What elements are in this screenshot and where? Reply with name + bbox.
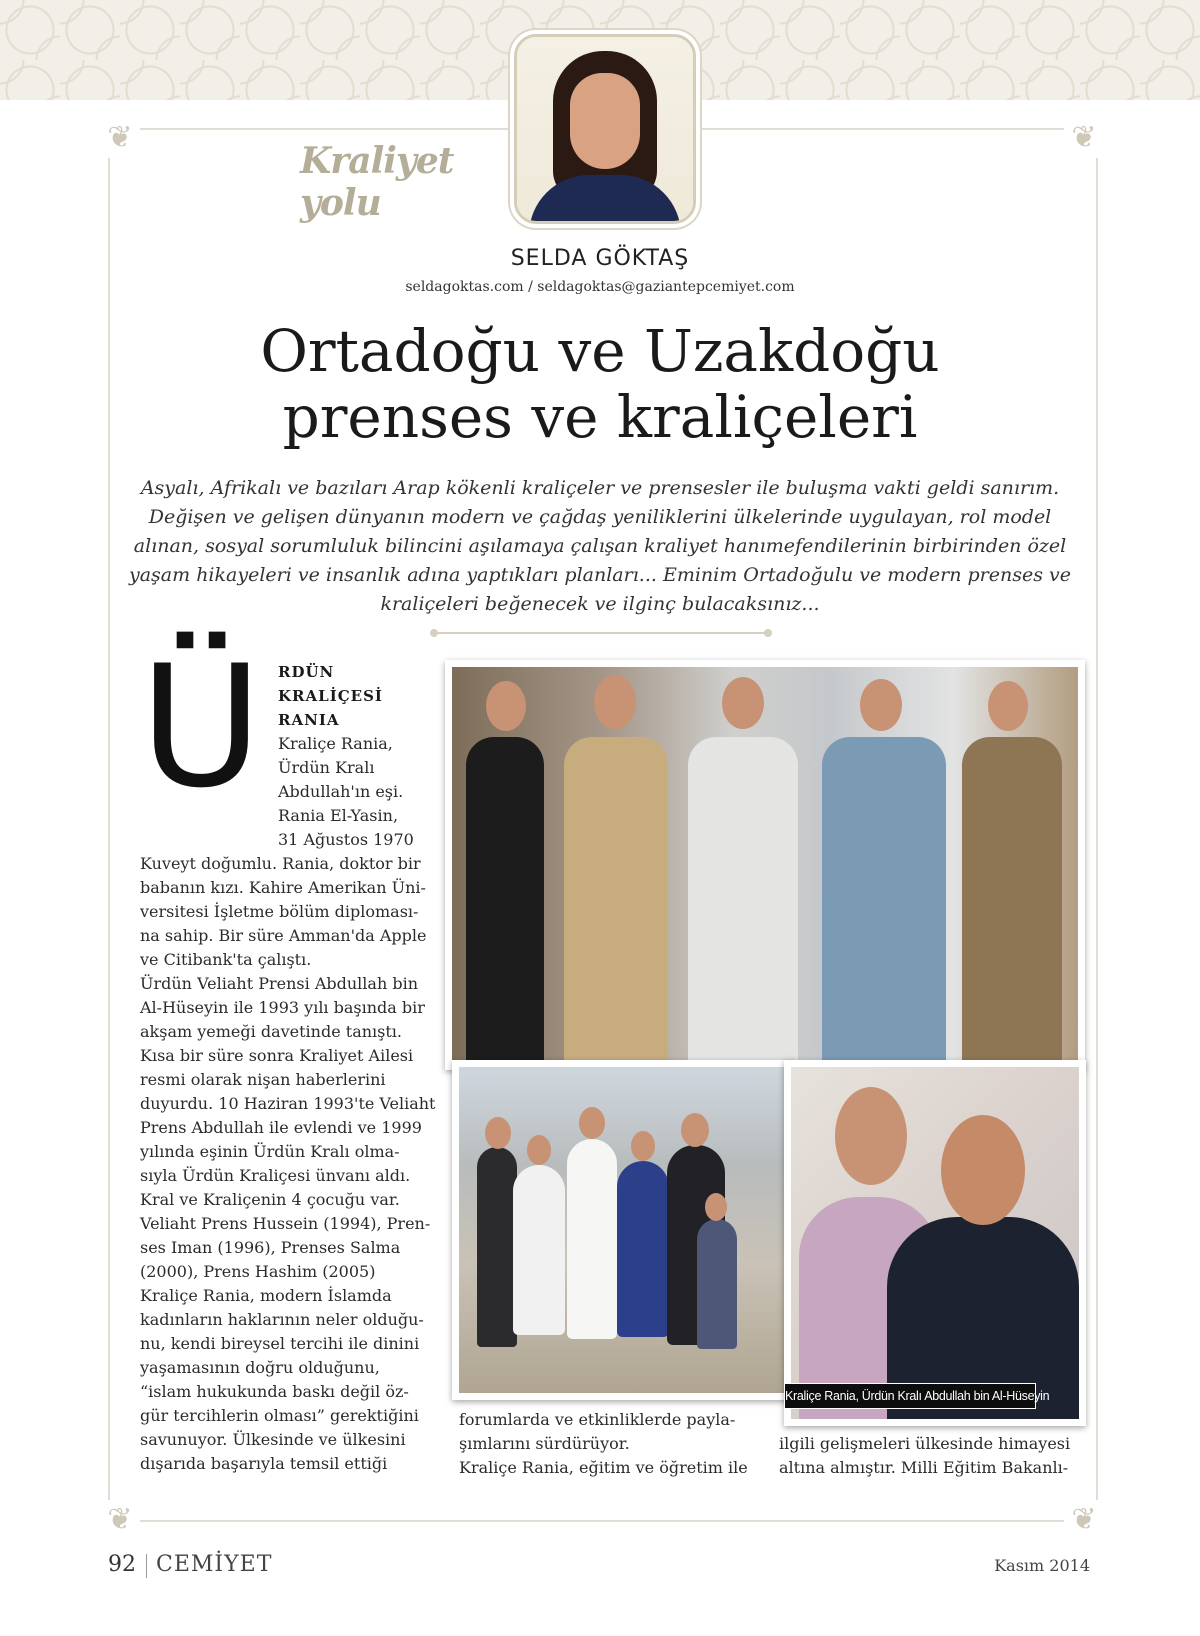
body-line: nu, kendi bireysel tercihi ile dinini [140, 1334, 420, 1353]
body-line: Veliaht Prens Hussein (1994), Pren- [140, 1214, 431, 1233]
photo-queen-gowns [445, 660, 1085, 1070]
article-lead: Asyalı, Afrikalı ve bazıları Arap kökenli kraliçeler ve prensesler ile buluşma vakti geldi sanırım. Değişen ve gelişen dünyanın modern ve çağdaş yeniliklerini ülkelerinde uygulayan, rol model alınan, sosyal sorumluluk bilincini aşılamaya çalışan kraliyet hanımefendilerinin birbirinden özel yaşam hikayeleri ve insanlık adına yaptıkları planları... Eminim Ortadoğulu ve modern prenses ve kraliçeleri beğenecek ve ilginç bulacaksınız... [129, 477, 1071, 615]
author-contact: seldagoktas.com / seldagoktas@gaziantepcemiyet.com [405, 279, 795, 295]
magazine-name: CEMİYET [156, 1552, 273, 1577]
photo-royal-family [452, 1060, 796, 1400]
body-line: Kraliçe Rania, eğitim ve öğretim ile [459, 1458, 748, 1477]
body-line: akşam yemeği davetinde tanıştı. [140, 1022, 403, 1041]
body-line: babanın kızı. Kahire Amerikan Üni- [140, 878, 426, 897]
body-line: gür tercihlerin olması” gerektiğini [140, 1406, 419, 1425]
article-title [0, 318, 1200, 450]
title-line: prenses ve kraliçeleri [282, 383, 918, 451]
body-line: na sahip. Bir süre Amman'da Apple [140, 926, 427, 945]
body-line: Prens Abdullah ile evlendi ve 1999 [140, 1118, 422, 1137]
corner-ornament-icon: ❦ [100, 118, 140, 158]
body-line: Ürdün Kralı [278, 758, 375, 777]
body-line: Al-Hüseyin ile 1993 yılı başında bir [140, 998, 425, 1017]
body-line: forumlarda ve etkinliklerde payla- [459, 1410, 736, 1429]
body-line: ve Citibank'ta çalıştı. [140, 950, 312, 969]
body-line: Kraliçe Rania, [278, 734, 393, 753]
body-line: duyurdu. 10 Haziran 1993'te Veliaht [140, 1094, 436, 1113]
photo-king-and-queen [784, 1060, 1086, 1426]
body-line: versitesi İşletme bölüm diploması- [140, 902, 419, 921]
body-line: 31 Ağustos 1970 [278, 830, 414, 849]
subhead-line: RANIA [278, 711, 340, 729]
body-line: (2000), Prens Hashim (2005) [140, 1262, 376, 1281]
body-line: ses Iman (1996), Prenses Salma [140, 1238, 401, 1257]
body-line: savunuyor. Ülkesinde ve ülkesini [140, 1430, 406, 1449]
photo-caption: Kraliçe Rania, Ürdün Kralı Abdullah bin Al-Hüseyin [784, 1383, 1036, 1409]
body-line: Rania El-Yasin, [278, 806, 399, 825]
body-line: ilgili gelişmeleri ülkesinde himayesi [779, 1434, 1071, 1453]
subhead-line: KRALİÇESİ [278, 687, 383, 705]
body-line: “islam hukukunda baskı değil öz- [140, 1382, 409, 1401]
body-line: altına almıştır. Milli Eğitim Bakanlı- [779, 1458, 1069, 1477]
title-line: Ortadoğu ve Uzakdoğu [260, 317, 940, 385]
body-line: Kraliçe Rania, modern İslamda [140, 1286, 392, 1305]
author-name: SELDA GÖKTAŞ [510, 246, 690, 271]
corner-ornament-icon: ❦ [100, 1500, 140, 1540]
body-line: şımlarını sürdürüyor. [459, 1434, 630, 1453]
body-column-1 [140, 852, 435, 1476]
issue-date: Kasım 2014 [994, 1556, 1090, 1575]
body-line: sıyla Ürdün Kraliçesi ünvanı aldı. [140, 1166, 411, 1185]
article-subhead [278, 660, 428, 732]
section-label: Kraliyet yolu [300, 140, 510, 224]
body-line: resmi olarak nişan haberlerini [140, 1070, 386, 1089]
subhead-line: RDÜN [278, 663, 335, 681]
corner-ornament-icon: ❦ [1064, 118, 1104, 158]
body-line: yılında eşinin Ürdün Kralı olma- [140, 1142, 400, 1161]
body-line: Kuveyt doğumlu. Rania, doktor bir [140, 854, 421, 873]
body-line: kadınların haklarının neler olduğu- [140, 1310, 424, 1329]
drop-cap: Ü [139, 629, 263, 825]
body-line: yaşamasının doğru olduğunu, [140, 1358, 380, 1377]
footer-separator [146, 1554, 147, 1578]
body-column-1-top [278, 732, 414, 852]
body-line: Kısa bir süre sonra Kraliyet Ailesi [140, 1046, 414, 1065]
corner-ornament-icon: ❦ [1064, 1500, 1104, 1540]
body-column-3 [779, 1432, 1070, 1480]
body-line: Ürdün Veliaht Prensi Abdullah bin [140, 974, 418, 993]
lead-divider [434, 632, 768, 634]
author-portrait [514, 34, 696, 224]
body-line: dışarıda başarıyla temsil ettiği [140, 1454, 388, 1473]
body-line: Kral ve Kraliçenin 4 çocuğu var. [140, 1190, 400, 1209]
body-line: Abdullah'ın eşi. [278, 782, 404, 801]
page-number: 92 [108, 1552, 136, 1577]
body-column-2 [459, 1408, 748, 1480]
